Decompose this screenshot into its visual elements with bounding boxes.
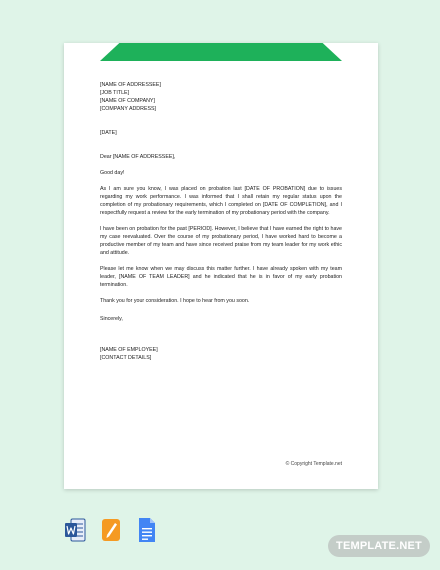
paragraph-1: As I am sure you know, I was placed on probation last [DATE OF PROBATION] due to issues regarding my work performance. I was informed that I shall retain my regular status upon the completion of my probationary requirements, which I completed on [DATE OF COMPLETION], and I respectfully request a review for the early termination of my probationary period with the company. xyxy=(100,186,342,216)
word-icon[interactable] xyxy=(64,517,86,543)
salutation: Dear [NAME OF ADDRESSEE], xyxy=(100,154,176,160)
template-net-logo[interactable]: TEMPLATE.NET xyxy=(328,535,430,557)
copyright-text: © Copyright Template.net xyxy=(285,461,342,467)
letter-date: [DATE] xyxy=(100,130,117,136)
address-line: [NAME OF ADDRESSEE] xyxy=(100,82,161,88)
pages-icon[interactable] xyxy=(100,517,122,543)
letter-body xyxy=(100,81,342,362)
signature-line: [CONTACT DETAILS] xyxy=(100,355,152,361)
address-line: [COMPANY ADDRESS] xyxy=(100,106,157,112)
address-line: [NAME OF COMPANY] xyxy=(100,98,155,104)
paragraph-3: Please let me know when we may discuss this matter further. I have already spoken with my team leader, [NAME OF TEAM LEADER] and he indicated that he is in favor of my early probation termination. xyxy=(100,266,342,288)
paragraph-4: Thank you for your consideration. I hope to hear from you soon. xyxy=(100,298,250,304)
google-docs-icon[interactable] xyxy=(136,517,158,543)
paragraph-2: I have been on probation for the past [PERIOD]. However, I believe that I have earned the right to have my case reevaluated. Over the course of my probationary period, I have worked hard to become a productive member of my team and have since received praise from my team leader for my work ethic and attitude. xyxy=(100,226,342,256)
greeting: Good day! xyxy=(100,170,125,176)
header-accent-tab xyxy=(100,43,342,61)
letter-paper xyxy=(64,43,378,489)
address-line: [JOB TITLE] xyxy=(100,90,130,96)
signature-line: [NAME OF EMPLOYEE] xyxy=(100,347,158,353)
closing: Sincerely, xyxy=(100,316,123,322)
compatible-apps xyxy=(64,517,158,543)
